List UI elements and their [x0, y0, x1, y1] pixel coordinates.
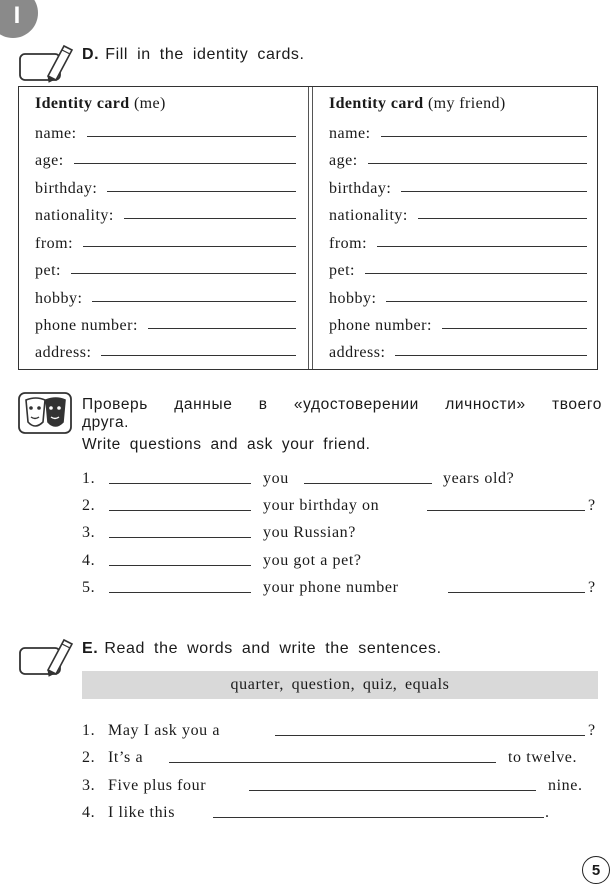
task-d-heading: [82, 46, 305, 64]
identity-card-friend: [312, 87, 599, 369]
question-row-3: 3. you Russian?: [82, 524, 356, 541]
me-field-nationality[interactable]: nationality:: [35, 201, 296, 225]
me-field-pet[interactable]: pet:: [35, 256, 296, 280]
question-2-blank-a[interactable]: [109, 510, 251, 511]
me-field-birthday[interactable]: birthday:: [35, 174, 296, 198]
me-field-hobby[interactable]: hobby:: [35, 284, 296, 308]
question-5-blank-a[interactable]: [109, 592, 251, 593]
sentence-row-3: 3. Five plus four nine.: [82, 777, 583, 794]
sentence-row-4: 4. I like this .: [82, 804, 550, 821]
task-e-letter: E.: [82, 640, 99, 657]
friend-field-name[interactable]: name:: [329, 119, 587, 143]
question-2-blank-b[interactable]: [427, 510, 585, 511]
question-row-4: 4. you got a pet?: [82, 552, 362, 569]
task-d-letter: D.: [82, 46, 100, 63]
word-bank: quarter, question, quiz, equals: [82, 671, 598, 699]
sentence-3-blank[interactable]: [249, 790, 536, 791]
sentence-4-blank[interactable]: [213, 817, 544, 818]
pair-task-ru-instruction: Проверь данные в «удостоверении личности» твоего друга.: [82, 396, 602, 431]
friend-field-phone[interactable]: phone number:: [329, 311, 587, 335]
page-number: 5: [582, 856, 610, 884]
pair-work-faces-icon: [18, 392, 74, 436]
friend-field-from[interactable]: from:: [329, 229, 587, 253]
task-d-instruction: Fill in the identity cards.: [105, 46, 305, 63]
question-row-5: 5. your phone number ?: [82, 579, 596, 596]
me-field-age[interactable]: age:: [35, 146, 296, 170]
question-1-blank-b[interactable]: [304, 483, 432, 484]
friend-field-age[interactable]: age:: [329, 146, 587, 170]
friend-field-address[interactable]: address:: [329, 338, 587, 362]
friend-field-birthday[interactable]: birthday:: [329, 174, 587, 198]
identity-card-me: [19, 87, 309, 369]
pencil-icon: [18, 42, 74, 84]
me-field-address[interactable]: address:: [35, 338, 296, 362]
me-field-name[interactable]: name:: [35, 119, 296, 143]
pair-task-en-instruction: Write questions and ask your friend.: [82, 436, 371, 453]
identity-card-friend-title: Identity card (my friend): [329, 95, 506, 112]
question-4-blank-a[interactable]: [109, 565, 251, 566]
question-3-blank-a[interactable]: [109, 537, 251, 538]
sentence-row-2: 2. It’s a to twelve.: [82, 749, 578, 766]
friend-field-pet[interactable]: pet:: [329, 256, 587, 280]
question-5-blank-b[interactable]: [448, 592, 585, 593]
question-row-1: 1. you years old?: [82, 470, 515, 487]
task-e-instruction: Read the words and write the sentences.: [104, 640, 442, 657]
friend-field-nationality[interactable]: nationality:: [329, 201, 587, 225]
sentence-2-blank[interactable]: [169, 762, 496, 763]
pencil-icon: [18, 636, 74, 678]
sentence-1-blank[interactable]: [275, 735, 585, 736]
task-e-heading: [82, 640, 442, 658]
me-field-from[interactable]: from:: [35, 229, 296, 253]
identity-card-me-title: Identity card (me): [35, 95, 166, 112]
question-1-blank-a[interactable]: [109, 483, 251, 484]
question-row-2: 2. your birthday on ?: [82, 497, 596, 514]
friend-field-hobby[interactable]: hobby:: [329, 284, 587, 308]
identity-cards-table: [18, 86, 598, 370]
unit-badge: I: [0, 0, 38, 38]
me-field-phone[interactable]: phone number:: [35, 311, 296, 335]
sentence-row-1: 1. May I ask you a ?: [82, 722, 596, 739]
